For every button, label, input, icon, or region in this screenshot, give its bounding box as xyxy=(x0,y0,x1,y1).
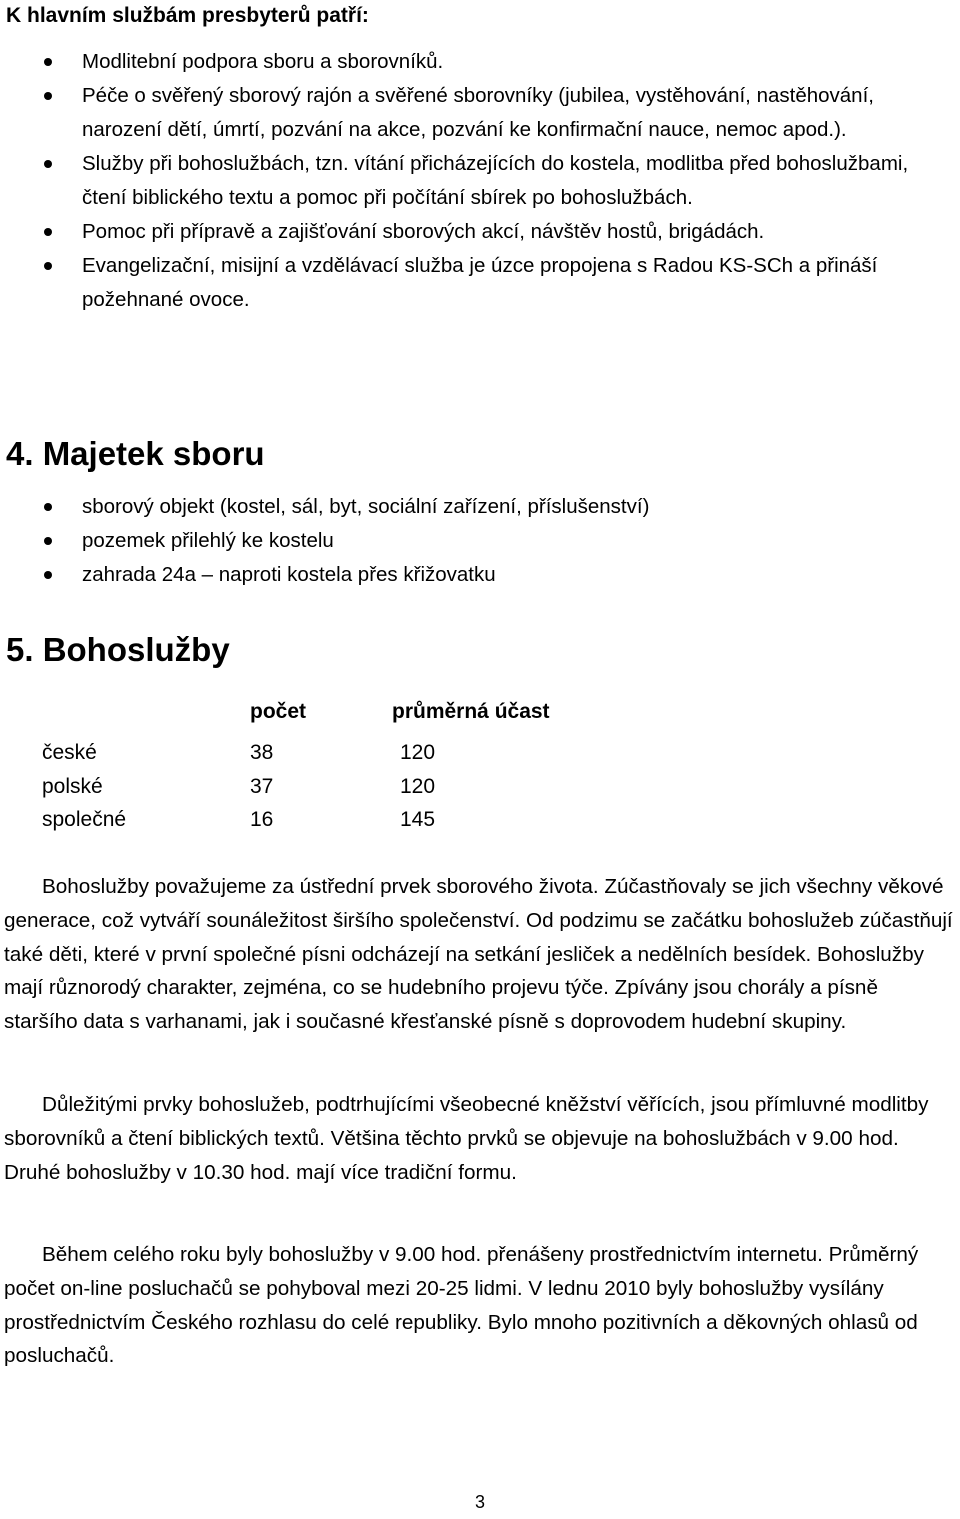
cell-service-name: české xyxy=(42,741,97,764)
column-header-attendance: průměrná účast xyxy=(392,700,550,723)
property-list xyxy=(6,490,946,592)
list-item: Pomoc při přípravě a zajišťování sborových akcí, návštěv hostů, brigádách. xyxy=(6,215,946,249)
duties-list xyxy=(6,45,946,317)
bullet-icon xyxy=(44,58,52,66)
list-item: Péče o svěřený sborový rajón a svěřené sborovníky (jubilea, vystěhování, nastěhování, narození dětí, úmrtí, pozvání na akce, pozvání ke konfirmační nauce, nemoc apod.). xyxy=(6,79,946,147)
cell-attendance: 120 xyxy=(400,774,436,798)
list-item: Evangelizační, misijní a vzdělávací služba je úzce propojena s Radou KS-SCh a přináší požehnané ovoce. xyxy=(6,249,946,317)
list-item: pozemek přilehlý ke kostelu xyxy=(6,524,946,558)
bullet-icon xyxy=(44,160,52,168)
bullet-icon xyxy=(44,92,52,100)
paragraph-worship-broadcast: Během celého roku byly bohoslužby v 9.00 hod. přenášeny prostřednictvím internetu. Průměrný počet on-line posluchačů se pohyboval mezi 20-25 lidmi. V lednu 2010 byly bohoslužby vysílány prostřednictvím Českého rozhlasu do celé republiky. Bylo mnoho pozitivních a děkovných ohlasů od posluchačů. xyxy=(4,1243,919,1368)
cell-attendance: 145 xyxy=(400,808,436,831)
list-item: Služby při bohoslužbách, tzn. vítání přicházejících do kostela, modlitba před bohoslužbami, čtení biblického textu a pomoc při počítání sbírek po bohoslužbách. xyxy=(6,147,946,215)
column-header-count: počet xyxy=(250,700,307,723)
cell-attendance: 120 xyxy=(400,741,436,764)
list-item: zahrada 24a – naproti kostela přes křižovatku xyxy=(6,558,946,592)
section-title-majetek: 4. Majetek sboru xyxy=(6,435,265,472)
bullet-icon xyxy=(44,228,52,236)
section-title-bohosluzby: 5. Bohoslužby xyxy=(6,631,230,668)
bullet-icon xyxy=(44,503,52,511)
cell-service-name: společné xyxy=(42,808,127,831)
bullet-icon xyxy=(44,571,52,579)
list-item: Modlitební podpora sboru a sborovníků. xyxy=(6,45,946,79)
paragraph-worship-overview: Bohoslužby považujeme za ústřední prvek sborového života. Zúčastňovaly se jich všechny věkové generace, což vytváří sounáležitost širšího společenství. Od podzimu se začátku bohoslužeb zúčastňují také děti, které v první společné písni odcházejí na setkání jesliček a nedělních besídek. Bohoslužby mají různorodý charakter, zejména, co se hudebního projevu týče. Zpívány jsou chorály a písně staršího data s varhanami, jak i současné křesťanské písně s doprovodem hudební skupiny. xyxy=(4,875,953,1034)
cell-service-name: polské xyxy=(42,774,103,798)
paragraph-worship-elements: Důležitými prvky bohoslužeb, podtrhujícími všeobecné kněžství věřících, jsou přímluvné modlitby sborovníků a čtení biblických textů. Většina těchto prvků se objevuje na bohoslužbách v 9.00 hod. Druhé bohoslužby v 10.30 hod. mají více tradiční formu. xyxy=(4,1093,929,1184)
bullet-icon xyxy=(44,262,52,270)
page-number: 3 xyxy=(474,1492,485,1512)
cell-count: 16 xyxy=(250,808,274,831)
cell-count: 38 xyxy=(250,741,274,764)
cell-count: 37 xyxy=(250,774,274,798)
bullet-icon xyxy=(44,537,52,545)
list-item: sborový objekt (kostel, sál, byt, sociální zařízení, příslušenství) xyxy=(6,490,946,524)
intro-heading: K hlavním službám presbyterů patří: xyxy=(6,4,369,27)
